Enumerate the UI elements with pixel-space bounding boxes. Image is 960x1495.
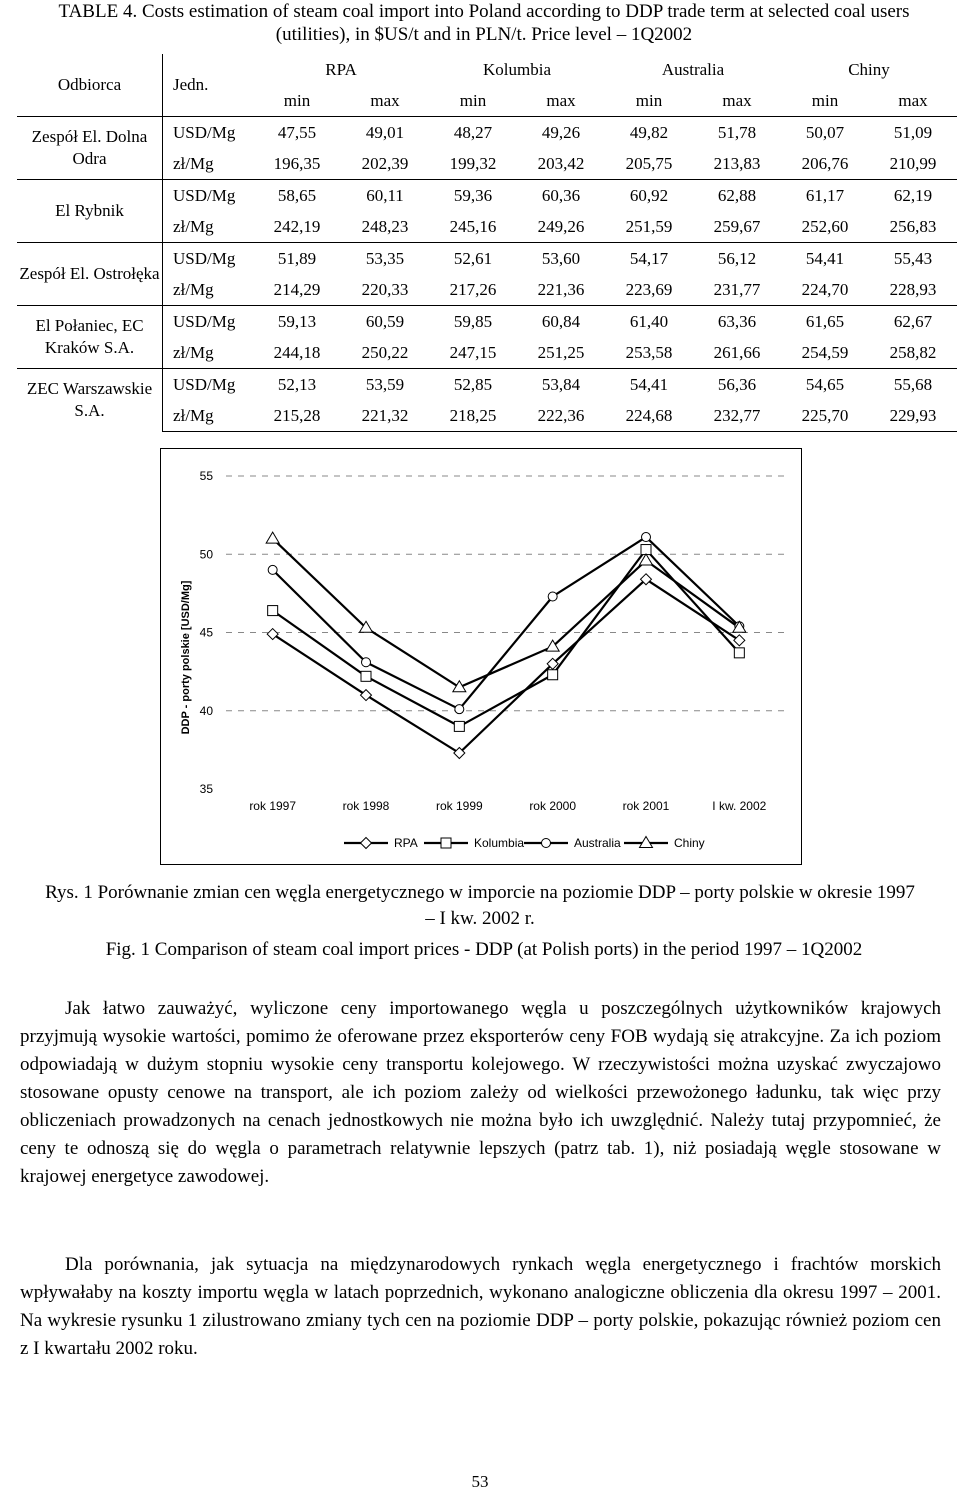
x-tick-label: I kw. 2002 (712, 799, 767, 813)
header-max: max (898, 90, 928, 110)
data-point-kolumbia (548, 670, 558, 680)
legend-marker (441, 838, 451, 848)
paragraph-2: Dla porównania, jak sytuacja na międzynarodowych rynkach węgla energetycznego i frachtów morskich wpływałaby na koszty importu węgla w latach poprzednich, wykonano analogiczne obliczenia dla okresu 1997 – 2001. Na wykresie rysunku 1 zilustrowano zmiany tych cen na poziomie DDP – porty polskie, pokazując również poziom cen z I kwartału 2002 roku. (20, 1254, 941, 1359)
value-cell: 51,78 (693, 117, 781, 149)
header-country: Kolumbia (483, 59, 551, 79)
value-cell: 247,15 (449, 342, 497, 362)
row-unit: zł/Mg (173, 279, 214, 299)
header-min: min (635, 90, 663, 110)
series-line-australia (273, 537, 740, 709)
row-unit: zł/Mg (173, 153, 214, 173)
data-point-rpa (267, 629, 278, 640)
value-cell: 50,07 (781, 117, 869, 149)
y-tick-label: 50 (199, 547, 213, 562)
value-cell: 49,01 (341, 117, 429, 149)
value-cell: 214,29 (273, 279, 321, 299)
value-cell: 222,36 (517, 400, 605, 432)
value-cell: 254,59 (801, 342, 849, 362)
value-cell: 224,70 (801, 279, 849, 299)
value-cell: 250,22 (361, 342, 409, 362)
value-cell: 221,36 (537, 279, 585, 299)
value-cell: 225,70 (781, 400, 869, 432)
value-cell: 196,35 (273, 153, 321, 173)
value-cell: 218,25 (429, 400, 517, 432)
value-cell: 62,88 (693, 180, 781, 212)
value-cell: 62,19 (869, 180, 957, 212)
y-axis-label: DDP - porty polskie [USD/Mg] (180, 580, 192, 735)
legend-label: Chiny (674, 836, 705, 850)
header-min: min (283, 90, 311, 110)
value-cell: 54,65 (781, 369, 869, 401)
y-tick-label: 45 (199, 625, 213, 640)
value-cell: 49,82 (605, 117, 693, 149)
header-unit: Jedn. (173, 75, 209, 94)
value-cell: 59,36 (429, 180, 517, 212)
value-cell: 224,68 (605, 400, 693, 432)
value-cell: 249,26 (537, 216, 585, 236)
table-row (17, 117, 957, 149)
recipient-name: Zespół El. Ostrołęka (17, 243, 163, 306)
header-min: min (811, 90, 839, 110)
x-tick-label: rok 1998 (342, 799, 390, 813)
value-cell: 52,61 (429, 243, 517, 275)
value-cell: 248,23 (361, 216, 409, 236)
series-line-chiny (273, 539, 740, 688)
value-cell: 55,68 (869, 369, 957, 401)
value-cell: 48,27 (429, 117, 517, 149)
table-row (17, 306, 957, 338)
value-cell: 47,55 (253, 117, 341, 149)
value-cell: 232,77 (693, 400, 781, 432)
x-tick-label: rok 2001 (622, 799, 670, 813)
row-unit: zł/Mg (173, 216, 214, 236)
row-unit: USD/Mg (163, 117, 254, 149)
value-cell: 52,85 (429, 369, 517, 401)
value-cell: 59,13 (253, 306, 341, 338)
row-unit: USD/Mg (163, 180, 254, 212)
header-country: Chiny (848, 59, 890, 79)
value-cell: 206,76 (801, 153, 849, 173)
x-tick-label: rok 2000 (529, 799, 577, 813)
value-cell: 56,36 (693, 369, 781, 401)
value-cell: 242,19 (273, 216, 321, 236)
value-cell: 61,40 (605, 306, 693, 338)
value-cell: 229,93 (869, 400, 957, 432)
value-cell: 53,35 (341, 243, 429, 275)
legend-label: RPA (394, 836, 418, 850)
value-cell: 202,39 (361, 153, 409, 173)
value-cell: 54,41 (605, 369, 693, 401)
legend-label: Australia (574, 836, 621, 850)
value-cell: 259,67 (713, 216, 761, 236)
value-cell: 210,99 (889, 153, 937, 173)
legend-marker (361, 838, 372, 849)
value-cell: 228,93 (889, 279, 937, 299)
value-cell: 199,32 (449, 153, 497, 173)
costs-table (17, 54, 957, 432)
value-cell: 62,67 (869, 306, 957, 338)
value-cell: 215,28 (253, 400, 341, 432)
row-unit: USD/Mg (163, 369, 254, 401)
row-unit: USD/Mg (163, 243, 254, 275)
value-cell: 213,83 (713, 153, 761, 173)
recipient-name: Zespół El. Dolna Odra (17, 117, 163, 180)
value-cell: 217,26 (449, 279, 497, 299)
data-point-kolumbia (268, 606, 278, 616)
data-point-australia (455, 705, 464, 714)
legend-label: Kolumbia (474, 836, 525, 850)
header-max: max (370, 90, 400, 110)
table-row (17, 180, 957, 212)
y-tick-label: 35 (199, 782, 213, 796)
value-cell: 251,25 (537, 342, 585, 362)
value-cell: 53,84 (517, 369, 605, 401)
data-point-australia (642, 533, 651, 542)
value-cell: 53,59 (341, 369, 429, 401)
value-cell: 221,32 (341, 400, 429, 432)
value-cell: 51,09 (869, 117, 957, 149)
value-cell: 53,60 (517, 243, 605, 275)
value-cell: 220,33 (361, 279, 409, 299)
table-row (17, 243, 957, 275)
figure-caption-en: Fig. 1 Comparison of steam coal import prices - DDP (at Polish ports) in the period 1997 – 1Q2002 (105, 939, 863, 960)
header-recipient: Odbiorca (17, 54, 163, 117)
value-cell: 63,36 (693, 306, 781, 338)
value-cell: 49,26 (517, 117, 605, 149)
figure-caption-pl: Rys. 1 Porównanie zmian cen węgla energetycznego w imporcie na poziomie DDP – porty polskie w okresie 1997 – I kw. 2002 r. (45, 882, 915, 929)
value-cell: 56,12 (693, 243, 781, 275)
data-point-kolumbia (734, 648, 744, 658)
value-cell: 60,84 (517, 306, 605, 338)
header-country: RPA (325, 59, 357, 79)
value-cell: 54,17 (605, 243, 693, 275)
value-cell: 251,59 (625, 216, 673, 236)
data-point-kolumbia (361, 671, 371, 681)
data-point-australia (268, 565, 277, 574)
value-cell: 60,59 (341, 306, 429, 338)
paragraph-1: Jak łatwo zauważyć, wyliczone ceny importowanego węgla u poszczególnych użytkowników krajowych przyjmują wysokie wartości, pomimo że oferowane przez eksporterów ceny FOB wydają się atrakcyjne. Za ich poziom odpowiadają w dużym stopniu wysokie ceny transportu kolejowego. W rzeczywistości można uzyskać zwyczajowo stosowane opusty cenowe na transport, ale ich poziom zależy od wielkości przewożonego ładunku, tak więc przy obliczeniach prowadzonych na cenach jednostkowych nie można było ich uwzględnić. Należy tutaj przypomnieć, że ceny te odnoszą się do węgla o parametrach relatywnie lepszych (patrz tab. 1), niż posiadają węgle stosowane w krajowej energetyce zawodowej. (20, 998, 941, 1187)
value-cell: 60,92 (605, 180, 693, 212)
header-max: max (722, 90, 752, 110)
row-unit: USD/Mg (163, 306, 254, 338)
legend-marker (542, 839, 551, 848)
price-chart (160, 448, 802, 865)
header-max: max (546, 90, 576, 110)
x-tick-label: rok 1999 (435, 799, 483, 813)
data-point-australia (548, 592, 557, 601)
y-tick-label: 55 (199, 469, 213, 483)
data-point-rpa (361, 690, 372, 701)
row-unit: zł/Mg (163, 400, 254, 432)
value-cell: 203,42 (537, 153, 585, 173)
value-cell: 223,69 (625, 279, 673, 299)
value-cell: 61,65 (781, 306, 869, 338)
value-cell: 55,43 (869, 243, 957, 275)
value-cell: 231,77 (713, 279, 761, 299)
value-cell: 252,60 (801, 216, 849, 236)
value-cell: 54,41 (781, 243, 869, 275)
value-cell: 60,36 (517, 180, 605, 212)
value-cell: 261,66 (713, 342, 761, 362)
data-point-australia (362, 658, 371, 667)
data-point-chiny (266, 532, 279, 543)
value-cell: 61,17 (781, 180, 869, 212)
value-cell: 205,75 (625, 153, 673, 173)
value-cell: 244,18 (273, 342, 321, 362)
table-row (17, 369, 957, 401)
table-caption: TABLE 4. Costs estimation of steam coal import into Poland according to DDP trade term at selected coal users (utilities), in $US/t and in PLN/t. Price level – 1Q2002 (58, 1, 910, 45)
page-number: 53 (471, 1472, 489, 1491)
x-tick-label: rok 1997 (249, 799, 297, 813)
recipient-name: El Rybnik (17, 180, 163, 243)
header-country: Australia (661, 59, 725, 79)
value-cell: 256,83 (889, 216, 937, 236)
value-cell: 52,13 (253, 369, 341, 401)
header-min: min (459, 90, 487, 110)
chart-svg (161, 449, 801, 864)
value-cell: 245,16 (449, 216, 497, 236)
value-cell: 253,58 (625, 342, 673, 362)
value-cell: 58,65 (253, 180, 341, 212)
data-point-kolumbia (454, 721, 464, 731)
value-cell: 60,11 (341, 180, 429, 212)
recipient-name: El Połaniec, EC Kraków S.A. (17, 306, 163, 369)
data-point-rpa (734, 635, 745, 646)
value-cell: 258,82 (889, 342, 937, 362)
y-tick-label: 40 (199, 703, 213, 718)
row-unit: zł/Mg (173, 342, 214, 362)
recipient-name: ZEC Warszawskie S.A. (17, 369, 163, 432)
value-cell: 51,89 (253, 243, 341, 275)
value-cell: 59,85 (429, 306, 517, 338)
